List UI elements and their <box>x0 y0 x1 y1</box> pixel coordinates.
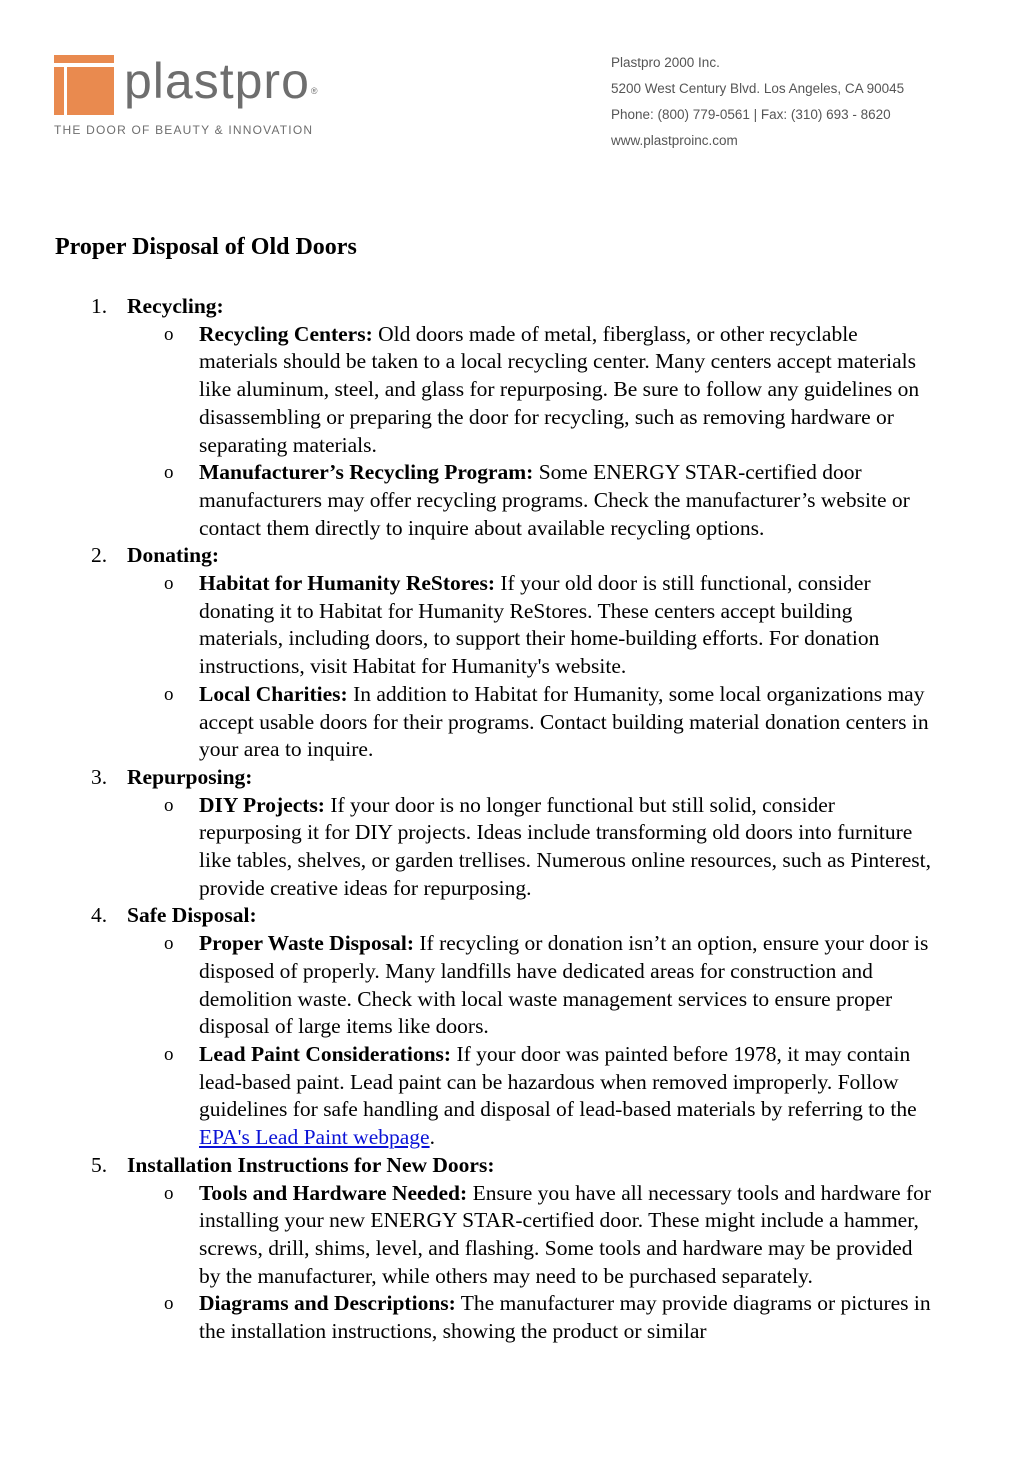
page-title: Proper Disposal of Old Doors <box>55 234 357 260</box>
item-lead: Recycling Centers: <box>199 321 373 346</box>
bullet-icon: o <box>164 933 174 955</box>
section-title: Repurposing: <box>127 764 253 789</box>
brand-wordmark: plastpro® <box>124 53 319 109</box>
bullet-icon: o <box>164 794 174 816</box>
item-lead: Manufacturer’s Recycling Program: <box>199 460 534 485</box>
item-text: If your door was painted before 1978, it may contain lead-based paint. Lead paint can be hazardous when removed improperly. Follow guidelines for safe handling and disposal of lead-based materials by referring to the <box>199 1041 917 1122</box>
item-text: If recycling or donation isn’t an option, ensure your door is disposed of properly. Many landfills have dedicated areas for construction and demolition waste. Check with local waste management services to ensure proper disposal of large items like doors. <box>199 931 929 1039</box>
list-item <box>164 1041 935 1152</box>
section-title: Installation Instructions for New Doors: <box>127 1152 495 1177</box>
disposal-list <box>55 293 935 1346</box>
section-item <box>55 293 935 542</box>
item-lead: Lead Paint Considerations: <box>199 1041 452 1066</box>
item-text: The manufacturer may provide diagrams or pictures in the installation instructions, showing the product or similar <box>199 1291 931 1344</box>
plastpro-logo <box>54 55 354 145</box>
list-item <box>164 930 935 1041</box>
item-lead: Diagrams and Descriptions: <box>199 1291 456 1316</box>
section-sublist <box>127 930 935 1152</box>
bullet-icon: o <box>164 1182 174 1204</box>
item-text: If your old door is still functional, consider donating it to Habitat for Humanity ReStores. These centers accept building materials, including doors, to support their home-building efforts. For donation instructions, visit Habitat for Humanity's website. <box>199 571 880 679</box>
section-sublist <box>127 321 935 543</box>
door-logo-icon <box>54 55 114 115</box>
bullet-icon: o <box>164 323 174 345</box>
item-lead: Habitat for Humanity ReStores: <box>199 571 496 596</box>
section-sublist <box>127 570 935 764</box>
item-lead: Local Charities: <box>199 681 348 706</box>
list-item <box>164 321 935 460</box>
section-item <box>55 542 935 764</box>
list-item <box>164 459 935 542</box>
section-title: Donating: <box>127 543 219 568</box>
section-number: 1. <box>91 294 108 318</box>
item-lead: DIY Projects: <box>199 792 325 817</box>
section-title: Safe Disposal: <box>127 903 257 928</box>
section-number: 3. <box>91 764 108 789</box>
section-title: Recycling: <box>127 294 224 318</box>
section-number: 4. <box>91 903 108 928</box>
company-info <box>611 50 904 154</box>
list-item <box>164 570 935 681</box>
section-item <box>55 1152 935 1346</box>
item-text-after: . <box>429 1125 435 1150</box>
section-sublist <box>127 792 935 903</box>
section-sublist <box>127 1180 935 1346</box>
item-lead: Proper Waste Disposal: <box>199 931 415 956</box>
epa-lead-paint-link[interactable]: EPA's Lead Paint webpage <box>199 1125 430 1150</box>
item-text: Ensure you have all necessary tools and hardware for installing your new ENERGY STAR-certified door. These might include a hammer, screws, drill, shims, level, and flashing. Some tools and hardware may be provided by the manufacturer, while others may need to be purchased separately. <box>199 1180 932 1288</box>
list-item <box>164 1290 935 1345</box>
list-item <box>164 681 935 764</box>
item-text: If your door is no longer functional but still solid, consider repurposing it for DIY projects. Ideas include transforming old doors into furniture like tables, shelves, or garden trellises. Numerous online resources, such as Pinterest, provide creative ideas for repurposing. <box>199 792 932 900</box>
section-item <box>55 902 935 1151</box>
company-name: Plastpro 2000 Inc. <box>611 55 720 70</box>
company-website: www.plastproinc.com <box>611 133 738 148</box>
bullet-icon: o <box>164 1293 174 1315</box>
section-item <box>55 764 935 903</box>
brand-tagline: THE DOOR OF BEAUTY & INNOVATION <box>54 123 314 137</box>
item-lead: Tools and Hardware Needed: <box>199 1180 468 1205</box>
list-item <box>164 792 935 903</box>
bullet-icon: o <box>164 683 174 705</box>
list-item <box>164 1180 935 1291</box>
company-address: 5200 West Century Blvd. Los Angeles, CA 90045 <box>611 81 905 96</box>
company-phone-fax: Phone: (800) 779-0561 | Fax: (310) 693 - 8620 <box>611 107 891 122</box>
item-text: Old doors made of metal, fiberglass, or other recyclable materials should be taken to a local recycling center. Many centers accept materials like aluminum, steel, and glass for repurposing. Be sure to follow any guidelines on disassembling or preparing the door for recycling, such as removing hardware or separating materials. <box>199 321 920 457</box>
bullet-icon: o <box>164 462 174 484</box>
section-number: 2. <box>91 543 108 568</box>
bullet-icon: o <box>164 1043 174 1065</box>
item-text: Some ENERGY STAR-certified door manufacturers may offer recycling programs. Check the manufacturer’s website or contact them directly to inquire about available recycling options. <box>199 460 910 540</box>
section-number: 5. <box>91 1152 108 1177</box>
bullet-icon: o <box>164 573 174 595</box>
item-text: In addition to Habitat for Humanity, some local organizations may accept usable doors for their programs. Contact building material donation centers in your area to inquire. <box>199 681 929 762</box>
